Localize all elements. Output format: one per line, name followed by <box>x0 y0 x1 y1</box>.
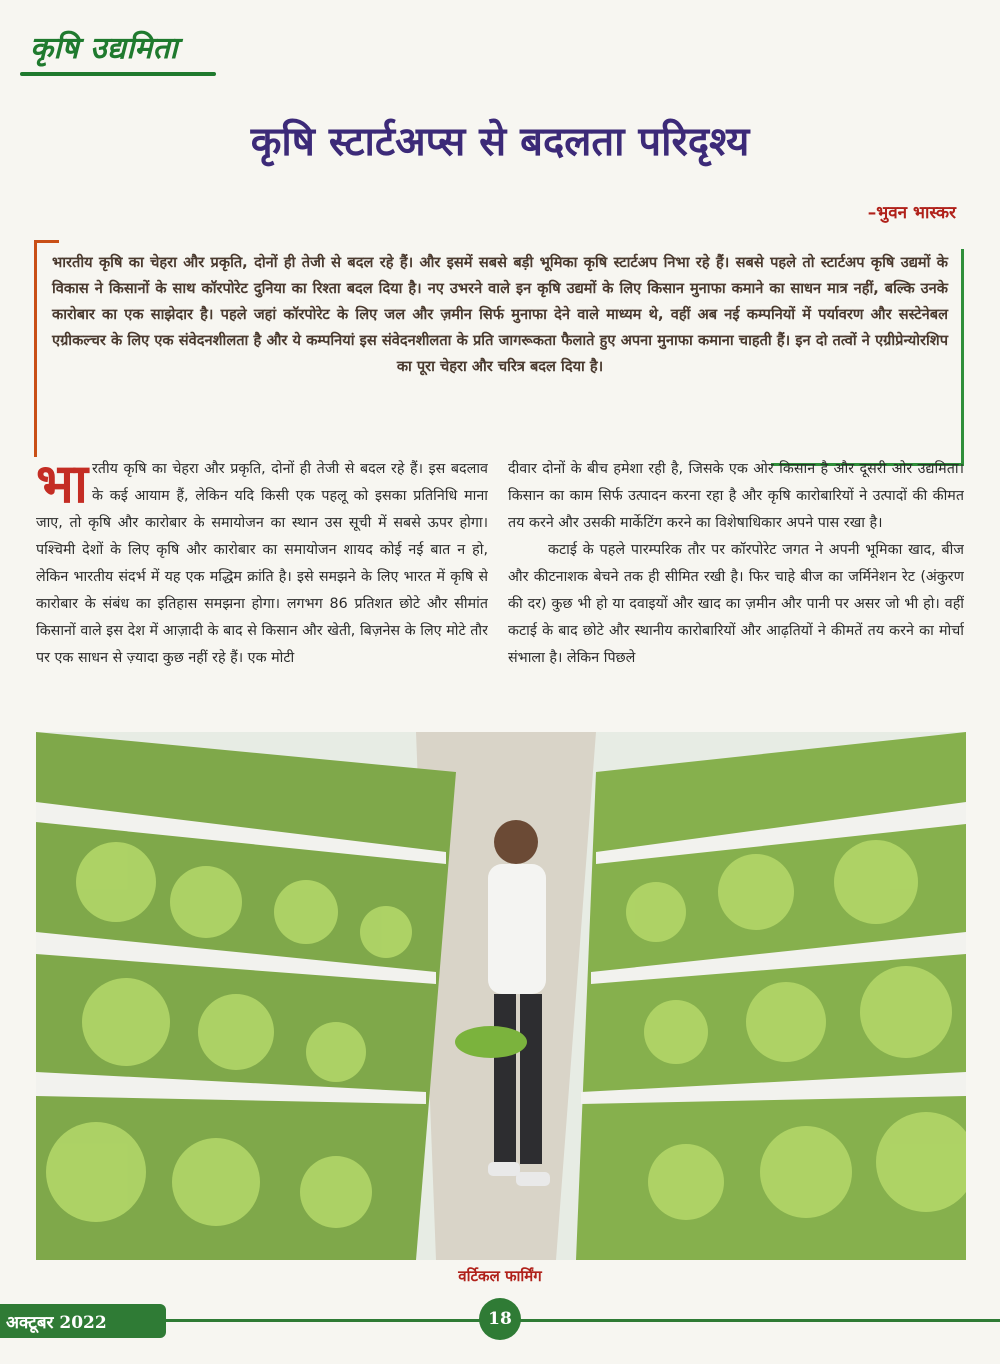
section-rule <box>20 72 216 76</box>
photo-caption: वर्टिकल फार्मिंग <box>458 1267 542 1285</box>
author-byline: –भुवन भास्कर <box>867 203 956 223</box>
section-tag: कृषि उद्यमिता <box>30 31 179 66</box>
article-headline: कृषि स्टार्टअप्स से बदलता परिदृश्य <box>250 119 750 165</box>
vertical-farming-photo <box>36 732 966 1260</box>
body-paragraph: कटाई के पहले पारम्परिक तौर पर कॉरपोरेट जगत ने अपनी भूमिका खाद, बीज और कीटनाशक बेचने तक ही सीमित रखी है। फिर चाहे बीज का जर्मिनेशन रेट (अंकुरण की दर) कुछ भी हो या दवाइयों और खाद का ज़मीन और पानी पर असर जो भी हो। वहीं कटाई के बाद छोटे और स्थानीय कारोबारियों और आढ़तियों ने कीमतें तय करने का मोर्चा संभाला है। लेकिन पिछले <box>508 542 964 666</box>
farm-illustration <box>36 732 966 1260</box>
body-paragraph: दीवार दोनों के बीच हमेशा रही है, जिसके एक ओर किसान है और दूसरी ओर उद्यमिता। किसान का काम सिर्फ उत्पादन करना रहा है और कृषि कारोबारियों ने उत्पादों की कीमत तय करने और उसकी मार्केटिंग करने का विशेषाधिकार अपने पास रखा है। <box>508 461 964 531</box>
issue-date: अक्टूबर 2022 <box>6 1313 107 1333</box>
body-column-left <box>36 456 488 726</box>
drop-cap: भा <box>36 456 88 515</box>
body-column-right <box>508 456 964 726</box>
page-number: 18 <box>479 1298 521 1340</box>
intro-text: भारतीय कृषि का चेहरा और प्रकृति, दोनों ही तेजी से बदल रहे हैं। और इसमें सबसे बड़ी भूमिका कृषि स्टार्टअप निभा रहे हैं। सबसे पहले तो स्टार्टअप कृषि उद्यमों के विकास ने किसानों के साथ कॉरपोरेट दुनिया का रिश्ता बदल दिया है। नए उभरने वाले इन कृषि उद्यमों के लिए किसान मुनाफा कमाने का साधन मात्र नहीं, बल्कि उनके कारोबार का एक साझेदार है। पहले जहां कॉरपोरेट के लिए जल और ज़मीन सिर्फ मुनाफा देने वाले माध्यम थे, वहीं अब नई कम्पनियों में पर्यावरण और सस्टेनेबल एग्रीकल्चर के लिए एक संवेदनशीलता है और ये कम्पनियां इस संवेदनशीलता के प्रति जागरूकता फैलाते हुए अपना मुनाफा कमाना चाहती हैं। इन दो तत्वों ने एग्रीप्रेन्योरशिप का पूरा चेहरा और चरित्र बदल दिया है। <box>52 254 948 375</box>
footer-date-tab <box>0 1304 166 1338</box>
body-paragraph <box>36 456 488 672</box>
intro-box <box>34 240 964 466</box>
body-text: रतीय कृषि का चेहरा और प्रकृति, दोनों ही तेजी से बदल रहे हैं। इस बदलाव के कई आयाम हैं, लेकिन यदि किसी एक पहलू को इसका प्रतिनिधि माना जाए, तो कृषि और कारोबार के समायोजन का स्थान उस सूची में सबसे ऊपर होगा। पश्चिमी देशों के लिए कृषि और कारोबार का समायोजन शायद कोई नई बात न हो, लेकिन भारतीय संदर्भ में यह एक मद्धिम क्रांति है। इसे समझने के लिए भारत में कृषि से कारोबार के संबंध का इतिहास समझना होगा। लगभग 86 प्रतिशत छोटे और सीमांत किसानों वाले इस देश में आज़ादी के बाद से किसान और खेती, बिज़नेस के लिए मोटे तौर पर एक साधन से ज़्यादा कुछ नहीं रहे हैं। एक मोटी <box>36 461 488 666</box>
